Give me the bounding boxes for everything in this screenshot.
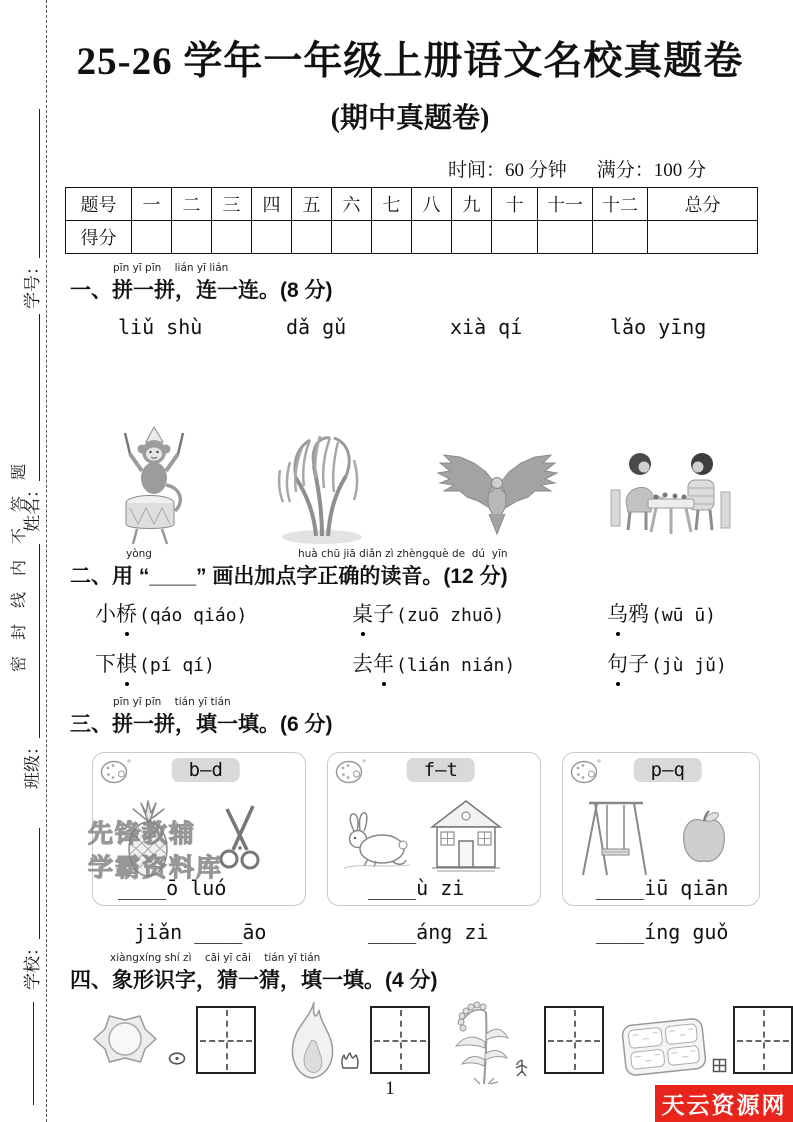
writing-grid[interactable] — [370, 1006, 430, 1074]
seal-margin-line — [33, 1002, 34, 1105]
score-table — [65, 187, 758, 254]
fire-oracle-glyph — [340, 1052, 360, 1069]
section1-pinyin: pīn yī pīn lián yī lián — [113, 262, 229, 274]
col-header: 总分 — [648, 188, 758, 221]
item-char-dotted: 乌 — [607, 598, 628, 628]
school-line[interactable] — [29, 828, 40, 939]
score-cell[interactable] — [648, 221, 758, 254]
palette-icon — [335, 757, 367, 785]
score-cell[interactable] — [252, 221, 292, 254]
time-info: 时间：60 分钟 — [448, 160, 567, 181]
full-score-info: 满分：100 分 — [596, 160, 707, 181]
sun-oracle-glyph — [168, 1052, 186, 1065]
section2-pinyin-a: yòng — [126, 548, 152, 560]
page-title: 25-26 学年一年级上册语文名校真题卷 — [76, 40, 744, 83]
fill-blank[interactable]: jiǎn ____āo — [134, 920, 267, 944]
col-header: 八 — [412, 188, 452, 221]
class-label: 班级： — [23, 738, 42, 789]
fill-blank[interactable]: ____ù zi — [368, 876, 465, 900]
red-watermark-badge: 天云资源网 — [655, 1085, 793, 1122]
col-header: 十一 — [538, 188, 593, 221]
eagle-image — [430, 446, 565, 544]
score-table-header-row — [66, 188, 758, 221]
col-header: 四 — [252, 188, 292, 221]
page-number: 1 — [385, 1078, 395, 1099]
student-no-field — [18, 109, 43, 309]
item-char: 子 — [373, 602, 394, 626]
section3-title: 三、拼一拼，填一填。(6 分) — [70, 713, 333, 736]
letter-pair-label: b—d — [172, 758, 240, 782]
score-table-score-row — [66, 221, 758, 254]
pinyin-word: dǎ gǔ — [286, 315, 347, 339]
col-header: 七 — [372, 188, 412, 221]
item-options: (lián nián) — [396, 655, 516, 676]
gray-watermark-line2: 学霸资料库 — [88, 854, 224, 882]
fire-image — [286, 1000, 338, 1082]
palette-icon — [100, 757, 132, 785]
score-cell[interactable] — [593, 221, 648, 254]
section4-title: 四、象形识字，猜一猜，填一填。(4 分) — [70, 969, 438, 992]
reading-choice-item[interactable] — [352, 598, 504, 628]
palette-icon — [570, 757, 602, 785]
pinyin-word: xià qí — [450, 315, 523, 339]
seal-notice-text: 密 封 线 内 不 答 题 — [11, 457, 28, 672]
writing-grid[interactable] — [544, 1006, 604, 1074]
field-oracle-glyph — [712, 1058, 727, 1073]
house-image — [426, 797, 506, 872]
item-options: (wū ū) — [651, 605, 717, 626]
apple-image — [679, 809, 729, 865]
item-char-dotted: 棋 — [116, 648, 137, 678]
seal-dashed-line — [46, 0, 47, 1122]
gray-watermark — [88, 818, 223, 886]
score-cell[interactable] — [172, 221, 212, 254]
monkey-drum-image — [92, 425, 227, 545]
fill-blank[interactable]: ____íng guǒ — [596, 920, 729, 944]
fill-blank[interactable]: ____áng zi — [368, 920, 489, 944]
col-header: 五 — [292, 188, 332, 221]
item-char-dotted: 桥 — [116, 598, 137, 628]
school-field — [18, 828, 43, 990]
scissors-icon — [217, 803, 265, 873]
item-options: (jù jǔ) — [651, 655, 727, 676]
letter-pair-label: p—q — [634, 758, 702, 782]
swing-image — [577, 797, 652, 877]
col-header: 二 — [172, 188, 212, 221]
reading-choice-item[interactable] — [95, 648, 215, 678]
score-cell[interactable] — [132, 221, 172, 254]
item-char: 下 — [95, 652, 116, 676]
score-cell[interactable] — [332, 221, 372, 254]
score-cell[interactable] — [412, 221, 452, 254]
col-header: 十二 — [593, 188, 648, 221]
item-char: 去 — [352, 652, 373, 676]
exam-info — [448, 155, 736, 182]
item-options: (qáo qiáo) — [139, 605, 248, 626]
pinyin-word: liǔ shù — [118, 315, 203, 339]
letter-pair-label: f—t — [407, 758, 475, 782]
reading-choice-item[interactable] — [607, 648, 727, 678]
col-header: 十 — [492, 188, 538, 221]
section1-title: 一、拼一拼，连一连。(8 分) — [70, 279, 333, 302]
reading-choice-item[interactable] — [607, 598, 716, 628]
section3-pinyin: pīn yī pīn tián yī tián — [113, 696, 231, 708]
item-char: 鸦 — [628, 602, 649, 626]
rabbit-image — [340, 811, 412, 869]
student-no-label: 学号： — [23, 258, 42, 309]
willow-tree-image — [266, 428, 378, 546]
score-cell[interactable] — [452, 221, 492, 254]
student-no-line[interactable] — [29, 109, 40, 258]
score-cell[interactable] — [372, 221, 412, 254]
field-image — [618, 1014, 710, 1080]
col-header: 六 — [332, 188, 372, 221]
score-cell[interactable] — [292, 221, 332, 254]
page-subtitle: (期中真题卷) — [330, 103, 490, 134]
section2-pinyin-b: huà chū jiā diǎn zì zhèngquè de dú yīn — [298, 548, 508, 560]
writing-grid[interactable] — [733, 1006, 793, 1074]
school-label: 学校： — [23, 939, 42, 990]
item-char: 小 — [95, 602, 116, 626]
col-header: 一 — [132, 188, 172, 221]
score-row-label: 得分 — [66, 221, 132, 254]
writing-grid[interactable] — [196, 1006, 256, 1074]
section4-pinyin: xiàngxíng shí zì cāi yī cāi tián yī tián — [110, 952, 321, 964]
section2-title: 二、用 “____” 画出加点字正确的读音。(12 分) — [70, 565, 508, 588]
children-playing-chess-image — [606, 438, 736, 550]
score-cell[interactable] — [212, 221, 252, 254]
gray-watermark-line1: 先锋教辅 — [88, 821, 197, 848]
col-header: 题号 — [66, 188, 132, 221]
name-line[interactable] — [29, 314, 40, 481]
item-options: (zuō zhuō) — [396, 605, 505, 626]
item-char-dotted: 句 — [607, 648, 628, 678]
rice-oracle-glyph — [514, 1058, 529, 1077]
item-char: 子 — [628, 652, 649, 676]
rice-plant-image — [450, 998, 512, 1086]
sun-image — [86, 1006, 164, 1072]
score-cell[interactable] — [538, 221, 593, 254]
fill-blank[interactable]: ____iū qiān — [596, 876, 729, 900]
fill-blank[interactable]: ____ō luó — [118, 876, 227, 900]
reading-choice-item[interactable] — [352, 648, 515, 678]
item-options: (pí qí) — [139, 655, 215, 676]
name-label: 姓名： — [23, 481, 42, 532]
col-header: 九 — [452, 188, 492, 221]
item-char-dotted: 年 — [373, 648, 394, 678]
score-cell[interactable] — [492, 221, 538, 254]
reading-choice-item[interactable] — [95, 598, 247, 628]
pinyin-word: lǎo yīng — [610, 315, 707, 339]
class-line[interactable] — [29, 544, 40, 738]
item-char-dotted: 桌 — [352, 598, 373, 628]
col-header: 三 — [212, 188, 252, 221]
